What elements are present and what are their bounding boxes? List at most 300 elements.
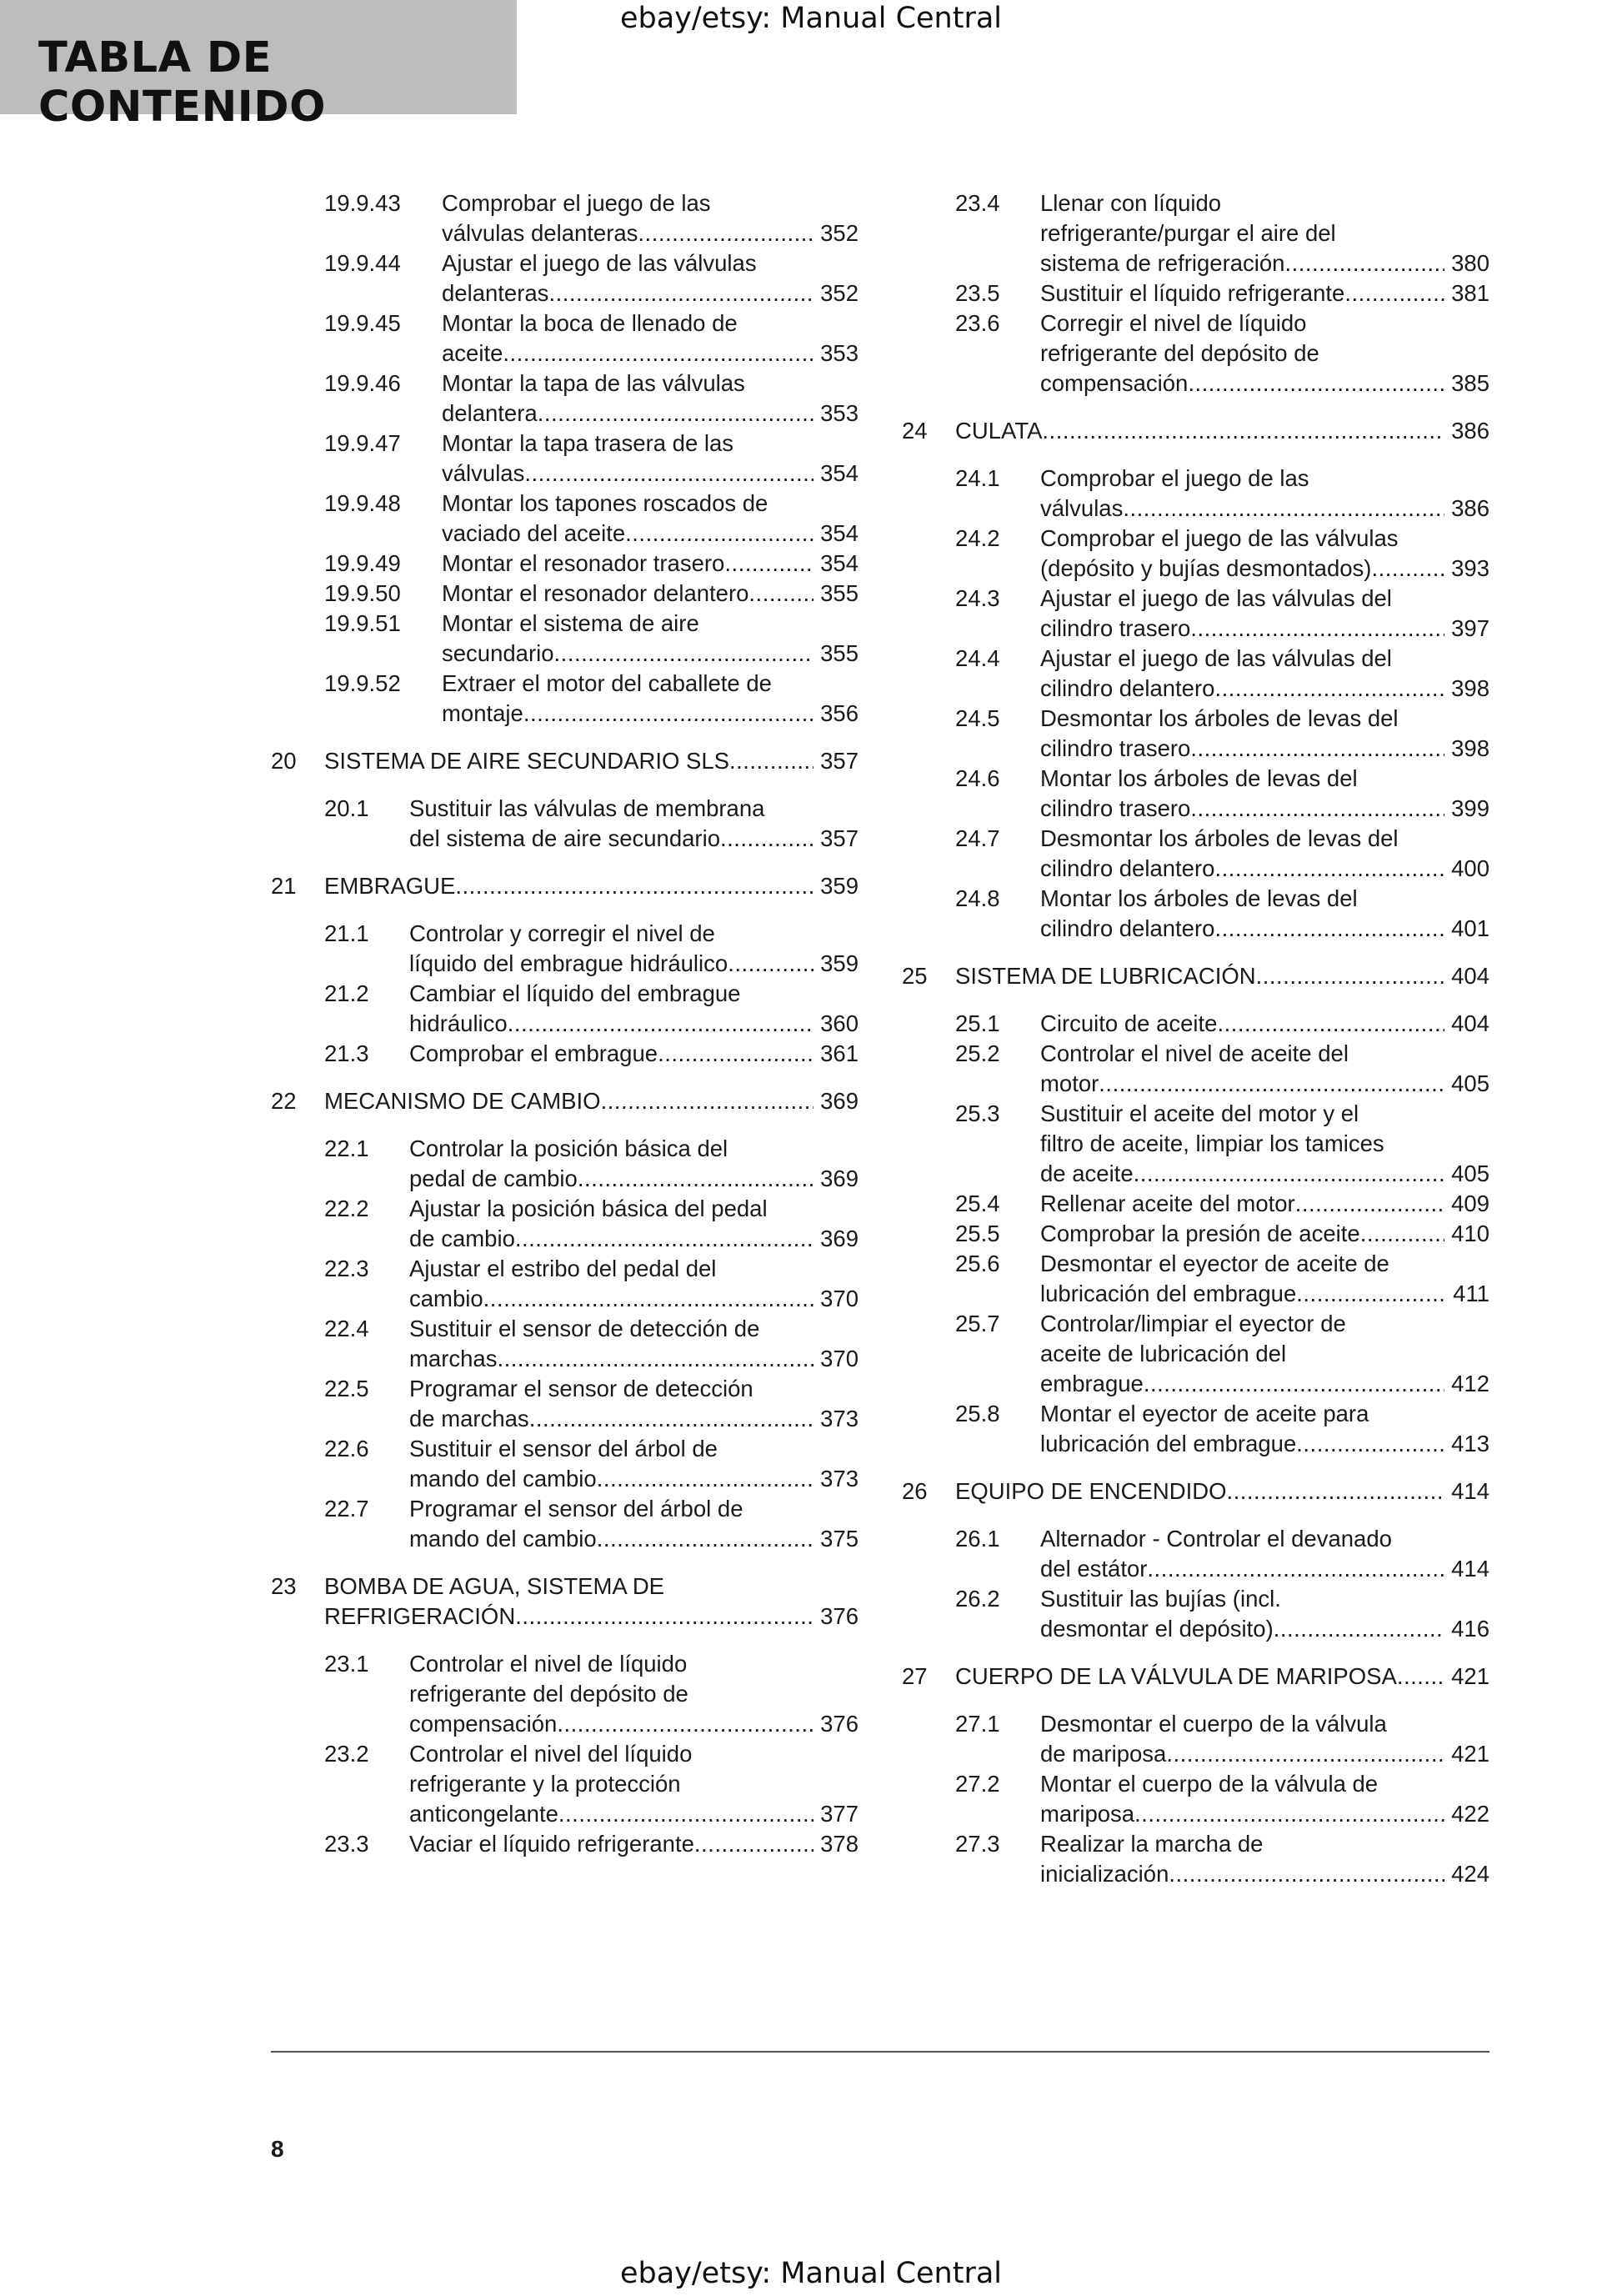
dot-leader xyxy=(638,218,814,248)
toc-entry-number: 25.3 xyxy=(955,1100,1000,1126)
toc-entry-title: CULATA xyxy=(955,418,1043,444)
toc-entry-title: inicialización xyxy=(1040,1861,1169,1887)
toc-entry-title: mando del cambio xyxy=(409,1526,597,1552)
page-number: 8 xyxy=(271,2136,284,2162)
toc-entry-title: lubricación del embrague xyxy=(1040,1431,1297,1456)
dot-leader xyxy=(1190,734,1444,764)
dot-leader xyxy=(1134,1159,1444,1189)
toc-entry-number: 19.9.48 xyxy=(324,490,401,516)
toc-entry-number: 27.3 xyxy=(955,1831,1000,1857)
toc-entry-title: mariposa xyxy=(1040,1801,1135,1827)
toc-entry-number: 27 xyxy=(902,1663,928,1689)
toc-entry-chapter[interactable] xyxy=(271,746,859,776)
toc-entry-title: BOMBA DE AGUA, SISTEMA DE xyxy=(324,1573,665,1599)
toc-entry-title: Sustituir el sensor de detección de xyxy=(409,1316,760,1341)
toc-entry-number: 22.3 xyxy=(324,1256,369,1281)
dot-leader xyxy=(529,1404,814,1434)
dot-leader xyxy=(748,579,814,609)
toc-entry-section[interactable] xyxy=(902,188,1489,278)
toc-page-number: 376 xyxy=(820,1603,859,1629)
toc-entry-section[interactable] xyxy=(902,1524,1489,1584)
toc-entry-chapter[interactable] xyxy=(271,1572,859,1632)
toc-entry-section[interactable] xyxy=(902,464,1489,524)
toc-page-number: 404 xyxy=(1451,963,1489,989)
toc-entry-number: 19.9.45 xyxy=(324,310,401,336)
toc-entry-title: embrague xyxy=(1040,1371,1144,1396)
toc-entry-section[interactable] xyxy=(902,1769,1489,1829)
toc-entry-section[interactable] xyxy=(271,1494,859,1554)
dot-leader xyxy=(658,1039,814,1069)
toc-entry-title: válvulas delanteras xyxy=(442,220,638,246)
toc-entry-section[interactable] xyxy=(902,1219,1489,1249)
footer-rule xyxy=(271,2051,1489,2053)
toc-entry-subsection[interactable] xyxy=(271,248,859,308)
toc-page-number: 357 xyxy=(820,748,859,774)
dot-leader xyxy=(728,949,814,979)
toc-entry-number: 21 xyxy=(271,873,297,899)
toc-entry-section[interactable] xyxy=(902,1099,1489,1189)
toc-entry-section[interactable] xyxy=(902,764,1489,824)
toc-page-number: 360 xyxy=(820,1010,859,1036)
toc-entry-number: 23.2 xyxy=(324,1741,369,1767)
toc-entry-subsection[interactable] xyxy=(271,669,859,729)
dot-leader xyxy=(538,399,814,429)
toc-entry-section[interactable] xyxy=(271,1739,859,1829)
toc-page-number: 355 xyxy=(820,580,859,606)
toc-entry-section[interactable] xyxy=(902,584,1489,644)
toc-entry-section[interactable] xyxy=(902,278,1489,308)
toc-entry-title: aceite xyxy=(442,340,503,366)
toc-entry-title: pedal de cambio xyxy=(409,1166,578,1191)
toc-entry-number: 25.7 xyxy=(955,1311,1000,1336)
toc-entry-section[interactable] xyxy=(271,979,859,1039)
toc-page-number: 412 xyxy=(1451,1371,1489,1396)
toc-page-number: 354 xyxy=(820,460,859,486)
toc-entry-subsection[interactable] xyxy=(271,308,859,368)
toc-entry-section[interactable] xyxy=(902,1249,1489,1309)
toc-entry-subsection[interactable] xyxy=(271,549,859,579)
dot-leader xyxy=(1099,1069,1444,1099)
toc-page-number: 375 xyxy=(820,1526,859,1552)
toc-page-number: 361 xyxy=(820,1040,859,1066)
dot-leader xyxy=(1190,794,1444,824)
toc-entry-section[interactable] xyxy=(902,1709,1489,1769)
dot-leader xyxy=(1144,1369,1444,1399)
toc-entry-title: refrigerante/purgar el aire del xyxy=(1040,220,1336,246)
toc-entry-number: 21.2 xyxy=(324,980,369,1006)
dot-leader xyxy=(1360,1219,1444,1249)
toc-page-number: 352 xyxy=(820,220,859,246)
page-title: TABLA DE CONTENIDO xyxy=(38,33,326,132)
dot-leader xyxy=(497,1344,814,1374)
toc-entry-title: Ajustar la posición básica del pedal xyxy=(409,1196,768,1221)
dot-leader xyxy=(597,1524,814,1554)
toc-entry-title: Montar el sistema de aire xyxy=(442,610,699,636)
toc-entry-title: del sistema de aire secundario xyxy=(409,825,720,851)
dot-leader xyxy=(1214,674,1444,704)
toc-entry-number: 25.4 xyxy=(955,1191,1000,1216)
dot-leader xyxy=(724,549,814,579)
dot-leader xyxy=(558,1799,814,1829)
toc-entry-title: Vaciar el líquido refrigerante xyxy=(409,1831,694,1857)
toc-entry-number: 19.9.47 xyxy=(324,430,401,456)
toc-entry-section[interactable] xyxy=(271,1039,859,1069)
toc-entry-subsection[interactable] xyxy=(271,489,859,549)
toc-entry-number: 22.1 xyxy=(324,1135,369,1161)
toc-entry-section[interactable] xyxy=(271,1434,859,1494)
toc-page-number: 416 xyxy=(1451,1616,1489,1642)
toc-page-number: 378 xyxy=(820,1831,859,1857)
dot-leader xyxy=(1188,368,1444,399)
toc-entry-section[interactable] xyxy=(902,1829,1489,1889)
toc-entry-section[interactable] xyxy=(902,1399,1489,1459)
dot-leader xyxy=(1123,494,1444,524)
toc-entry-section[interactable] xyxy=(271,1134,859,1194)
toc-entry-number: 23.1 xyxy=(324,1651,369,1677)
toc-entry-title: Montar la tapa de las válvulas xyxy=(442,370,745,396)
toc-entry-title: Sustituir las bujías (incl. xyxy=(1040,1586,1281,1612)
dot-leader xyxy=(1214,914,1444,944)
toc-page-number: 370 xyxy=(820,1346,859,1371)
toc-page-number: 400 xyxy=(1451,855,1489,881)
toc-entry-title: MECANISMO DE CAMBIO xyxy=(324,1088,601,1114)
toc-entry-title: Montar los tapones roscados de xyxy=(442,490,768,516)
toc-page-number: 380 xyxy=(1451,250,1489,276)
toc-page-number: 359 xyxy=(820,950,859,976)
dot-leader xyxy=(1344,278,1444,308)
dot-leader xyxy=(1166,1739,1444,1769)
toc-entry-section[interactable] xyxy=(271,1374,859,1434)
toc-entry-title: cilindro delantero xyxy=(1040,915,1215,941)
toc-entry-title: Comprobar el juego de las xyxy=(442,190,711,216)
toc-entry-title: cilindro delantero xyxy=(1040,855,1215,881)
toc-page-number: 385 xyxy=(1451,370,1489,396)
toc-entry-number: 27.1 xyxy=(955,1711,1000,1737)
toc-entry-title: Controlar el nivel de líquido xyxy=(409,1651,688,1677)
toc-entry-title: Montar el eyector de aceite para xyxy=(1040,1401,1369,1426)
toc-page-number: 393 xyxy=(1451,555,1489,581)
toc-entry-chapter[interactable] xyxy=(902,1476,1489,1506)
dot-leader xyxy=(515,1224,814,1254)
toc-entry-title: Realizar la marcha de xyxy=(1040,1831,1264,1857)
dot-leader xyxy=(1169,1859,1444,1889)
toc-entry-title: Ajustar el juego de las válvulas del xyxy=(1040,585,1392,611)
toc-entry-title: Controlar el nivel de aceite del xyxy=(1040,1040,1349,1066)
toc-entry-title: EMBRAGUE xyxy=(324,873,456,899)
toc-entry-title: válvulas xyxy=(1040,495,1124,521)
toc-entry-title: (depósito y bujías desmontados) xyxy=(1040,555,1372,581)
toc-entry-title: EQUIPO DE ENCENDIDO xyxy=(955,1478,1227,1504)
toc-page-number: 354 xyxy=(820,550,859,576)
toc-entry-title: refrigerante del depósito de xyxy=(1040,340,1319,366)
toc-entry-section[interactable] xyxy=(902,824,1489,884)
toc-entry-subsection[interactable] xyxy=(271,368,859,429)
toc-entry-number: 20 xyxy=(271,748,297,774)
toc-entry-title: válvulas xyxy=(442,460,525,486)
toc-entry-chapter[interactable] xyxy=(271,1086,859,1116)
toc-entry-title: Montar la boca de llenado de xyxy=(442,310,738,336)
toc-entry-title: Montar la tapa trasera de las xyxy=(442,430,734,456)
dot-leader xyxy=(1190,614,1444,644)
toc-page-number: 386 xyxy=(1451,495,1489,521)
dot-leader xyxy=(601,1086,814,1116)
toc-entry-title: Corregir el nivel de líquido xyxy=(1040,310,1307,336)
toc-entry-title: secundario xyxy=(442,640,554,666)
dot-leader xyxy=(1274,1614,1444,1644)
toc-entry-number: 24.2 xyxy=(955,525,1000,551)
toc-entry-title: lubricación del embrague xyxy=(1040,1281,1297,1306)
toc-entry-section[interactable] xyxy=(271,1649,859,1739)
toc-page-number: 411 xyxy=(1453,1281,1489,1306)
toc-entry-title: cilindro trasero xyxy=(1040,735,1191,761)
dot-leader xyxy=(694,1829,814,1859)
toc-entry-title: mando del cambio xyxy=(409,1466,597,1491)
toc-entry-title: anticongelante xyxy=(409,1801,558,1827)
toc-entry-title: Montar el resonador delantero xyxy=(442,580,749,606)
toc-entry-title: compensación xyxy=(409,1711,558,1737)
toc-column-right xyxy=(902,188,1489,1889)
toc-page-number: 381 xyxy=(1451,280,1489,306)
toc-entry-title: Sustituir el líquido refrigerante xyxy=(1040,280,1345,306)
toc-page-number: 397 xyxy=(1451,615,1489,641)
toc-entry-title: Rellenar aceite del motor xyxy=(1040,1191,1295,1216)
toc-page-number: 359 xyxy=(820,873,859,899)
toc-entry-title: Programar el sensor del árbol de xyxy=(409,1496,743,1521)
toc-entry-number: 22.4 xyxy=(324,1316,369,1341)
dot-leader xyxy=(1397,1662,1444,1692)
toc-entry-section[interactable] xyxy=(271,1194,859,1254)
toc-entry-section[interactable] xyxy=(271,1829,859,1859)
dot-leader xyxy=(1147,1554,1444,1584)
toc-entry-title: Desmontar el cuerpo de la válvula xyxy=(1040,1711,1387,1737)
dot-leader xyxy=(1042,416,1444,446)
dot-leader xyxy=(1134,1799,1444,1829)
toc-entry-number: 22.7 xyxy=(324,1496,369,1521)
toc-entry-title: de marchas xyxy=(409,1406,529,1431)
toc-page-number: 369 xyxy=(820,1088,859,1114)
toc-entry-title: Controlar el nivel del líquido xyxy=(409,1741,693,1767)
toc-entry-title: Ajustar el juego de las válvulas del xyxy=(1040,645,1392,671)
toc-entry-chapter[interactable] xyxy=(271,871,859,901)
toc-page-number: 353 xyxy=(820,400,859,426)
toc-entry-title: Extraer el motor del caballete de xyxy=(442,670,772,696)
dot-leader xyxy=(720,824,814,854)
toc-entry-number: 25 xyxy=(902,963,928,989)
dot-leader xyxy=(1284,248,1444,278)
dot-leader xyxy=(729,746,814,776)
toc-entry-number: 24.1 xyxy=(955,465,1000,491)
toc-page-number: 414 xyxy=(1451,1478,1489,1504)
toc-entry-number: 23.3 xyxy=(324,1831,369,1857)
toc-entry-title: Sustituir el aceite del motor y el xyxy=(1040,1100,1359,1126)
dot-leader xyxy=(1296,1279,1446,1309)
toc-page-number: 376 xyxy=(820,1711,859,1737)
dot-leader xyxy=(1256,961,1444,991)
toc-entry-section[interactable] xyxy=(902,1189,1489,1219)
toc-entry-title: Alternador - Controlar el devanado xyxy=(1040,1526,1392,1552)
toc-entry-title: líquido del embrague hidráulico xyxy=(409,950,728,976)
toc-entry-title: delanteras xyxy=(442,280,549,306)
toc-entry-section[interactable] xyxy=(902,1309,1489,1399)
toc-entry-title: hidráulico xyxy=(409,1010,508,1036)
toc-entry-title: de mariposa xyxy=(1040,1741,1167,1767)
toc-entry-title: Comprobar el juego de las xyxy=(1040,465,1309,491)
toc-page-number: 353 xyxy=(820,340,859,366)
toc-entry-number: 21.3 xyxy=(324,1040,369,1066)
toc-entry-subsection[interactable] xyxy=(271,609,859,669)
toc-page-number: 354 xyxy=(820,520,859,546)
toc-page-number: 373 xyxy=(820,1466,859,1491)
dot-leader xyxy=(515,1602,814,1632)
toc-entry-number: 22.5 xyxy=(324,1376,369,1401)
toc-entry-title: Comprobar el juego de las válvulas xyxy=(1040,525,1399,551)
toc-entry-title: Ajustar el juego de las válvulas xyxy=(442,250,757,276)
dot-leader xyxy=(1371,554,1444,584)
toc-entry-title: cilindro trasero xyxy=(1040,795,1191,821)
toc-page-number: 398 xyxy=(1451,735,1489,761)
toc-entry-subsection[interactable] xyxy=(271,188,859,248)
toc-page-number: 377 xyxy=(820,1801,859,1827)
toc-entry-number: 25.2 xyxy=(955,1040,1000,1066)
toc-page-number: 373 xyxy=(820,1406,859,1431)
toc-entry-chapter[interactable] xyxy=(902,416,1489,446)
toc-page-number: 422 xyxy=(1451,1801,1489,1827)
toc-page-number: 401 xyxy=(1451,915,1489,941)
toc-entry-section[interactable] xyxy=(902,1039,1489,1099)
toc-entry-title: de aceite xyxy=(1040,1161,1134,1186)
toc-entry-title: aceite de lubricación del xyxy=(1040,1341,1287,1366)
toc-entry-section[interactable] xyxy=(902,884,1489,944)
toc-entry-number: 25.8 xyxy=(955,1401,1000,1426)
toc-entry-title: SISTEMA DE AIRE SECUNDARIO SLS xyxy=(324,748,729,774)
toc-entry-title: montaje xyxy=(442,700,523,726)
toc-page-number: 413 xyxy=(1451,1431,1489,1456)
toc-entry-number: 19.9.51 xyxy=(324,610,401,636)
dot-leader xyxy=(503,338,814,368)
toc-entry-number: 27.2 xyxy=(955,1771,1000,1797)
toc-entry-title: Comprobar la presión de aceite xyxy=(1040,1221,1360,1246)
toc-page-number: 421 xyxy=(1451,1663,1489,1689)
dot-leader xyxy=(625,519,814,549)
dot-leader xyxy=(524,459,814,489)
toc-entry-number: 24.5 xyxy=(955,705,1000,731)
toc-entry-number: 19.9.50 xyxy=(324,580,401,606)
toc-entry-number: 19.9.49 xyxy=(324,550,401,576)
toc-entry-number: 24.7 xyxy=(955,825,1000,851)
toc-entry-number: 24.6 xyxy=(955,765,1000,791)
toc-entry-title: filtro de aceite, limpiar los tamices xyxy=(1040,1130,1384,1156)
toc-entry-section[interactable] xyxy=(902,1009,1489,1039)
toc-page-number: 370 xyxy=(820,1286,859,1311)
dot-leader xyxy=(455,871,814,901)
dot-leader xyxy=(1214,854,1444,884)
toc-entry-number: 25.5 xyxy=(955,1221,1000,1246)
toc-entry-chapter[interactable] xyxy=(902,1662,1489,1692)
toc-entry-title: Montar el resonador trasero xyxy=(442,550,725,576)
toc-entry-title: Controlar/limpiar el eyector de xyxy=(1040,1311,1346,1336)
dot-leader xyxy=(554,639,814,669)
toc-entry-number: 21.1 xyxy=(324,920,369,946)
toc-entry-subsection[interactable] xyxy=(271,579,859,609)
toc-page-number: 424 xyxy=(1451,1861,1489,1887)
toc-entry-number: 19.9.52 xyxy=(324,670,401,696)
toc-page-number: 356 xyxy=(820,700,859,726)
toc-entry-title: Sustituir las válvulas de membrana xyxy=(409,795,765,821)
dot-leader xyxy=(557,1709,814,1739)
toc-entry-title: refrigerante y la protección xyxy=(409,1771,681,1797)
dot-leader xyxy=(1226,1476,1444,1506)
watermark-top: ebay/etsy: Manual Central xyxy=(619,2,1003,35)
toc-entry-title: Desmontar los árboles de levas del xyxy=(1040,825,1399,851)
toc-page-number: 355 xyxy=(820,640,859,666)
dot-leader xyxy=(548,278,814,308)
toc-page-number: 405 xyxy=(1451,1070,1489,1096)
toc-entry-title: sistema de refrigeración xyxy=(1040,250,1285,276)
toc-entry-number: 23.5 xyxy=(955,280,1000,306)
toc-entry-section[interactable] xyxy=(271,1254,859,1314)
toc-entry-number: 24.8 xyxy=(955,885,1000,911)
toc-entry-section[interactable] xyxy=(902,704,1489,764)
toc-page-number: 369 xyxy=(820,1226,859,1251)
toc-page-number: 409 xyxy=(1451,1191,1489,1216)
toc-entry-section[interactable] xyxy=(271,919,859,979)
toc-entry-title: REFRIGERACIÓN xyxy=(324,1603,516,1629)
toc-entry-number: 25.1 xyxy=(955,1010,1000,1036)
toc-page-number: 386 xyxy=(1451,418,1489,444)
toc-entry-number: 20.1 xyxy=(324,795,369,821)
toc-entry-title: Montar los árboles de levas del xyxy=(1040,765,1358,791)
toc-entry-section[interactable] xyxy=(902,524,1489,584)
toc-page-number: 399 xyxy=(1451,795,1489,821)
toc-entry-title: vaciado del aceite xyxy=(442,520,626,546)
toc-page-number: 421 xyxy=(1451,1741,1489,1767)
toc-entry-title: Montar los árboles de levas del xyxy=(1040,885,1358,911)
toc-entry-title: Ajustar el estribo del pedal del xyxy=(409,1256,717,1281)
toc-entry-subsection[interactable] xyxy=(271,429,859,489)
toc-column-left xyxy=(271,188,859,1859)
toc-entry-title: Montar el cuerpo de la válvula de xyxy=(1040,1771,1379,1797)
toc-entry-title: cambio xyxy=(409,1286,483,1311)
toc-entry-number: 22 xyxy=(271,1088,297,1114)
toc-entry-title: Desmontar el eyector de aceite de xyxy=(1040,1251,1389,1276)
toc-entry-number: 19.9.44 xyxy=(324,250,401,276)
toc-entry-number: 23.4 xyxy=(955,190,1000,216)
toc-entry-title: desmontar el depósito) xyxy=(1040,1616,1274,1642)
toc-entry-number: 26 xyxy=(902,1478,928,1504)
toc-entry-title: cilindro trasero xyxy=(1040,615,1191,641)
dot-leader xyxy=(483,1284,814,1314)
toc-entry-section[interactable] xyxy=(902,644,1489,704)
toc-page-number: 352 xyxy=(820,280,859,306)
toc-entry-number: 19.9.43 xyxy=(324,190,401,216)
toc-entry-section[interactable] xyxy=(271,1314,859,1374)
toc-entry-section[interactable] xyxy=(271,794,859,854)
toc-entry-title: de cambio xyxy=(409,1226,515,1251)
toc-page-number: 357 xyxy=(820,825,859,851)
toc-entry-section[interactable] xyxy=(902,308,1489,399)
toc-entry-number: 23.6 xyxy=(955,310,1000,336)
toc-entry-chapter[interactable] xyxy=(902,961,1489,991)
watermark-bottom: ebay/etsy: Manual Central xyxy=(619,2257,1003,2290)
toc-entry-number: 26.2 xyxy=(955,1586,1000,1612)
toc-entry-title: marchas xyxy=(409,1346,498,1371)
toc-page-number: 369 xyxy=(820,1166,859,1191)
dot-leader xyxy=(1217,1009,1444,1039)
toc-entry-title: SISTEMA DE LUBRICACIÓN xyxy=(955,963,1256,989)
dot-leader xyxy=(578,1164,814,1194)
toc-entry-section[interactable] xyxy=(902,1584,1489,1644)
dot-leader xyxy=(1295,1189,1444,1219)
